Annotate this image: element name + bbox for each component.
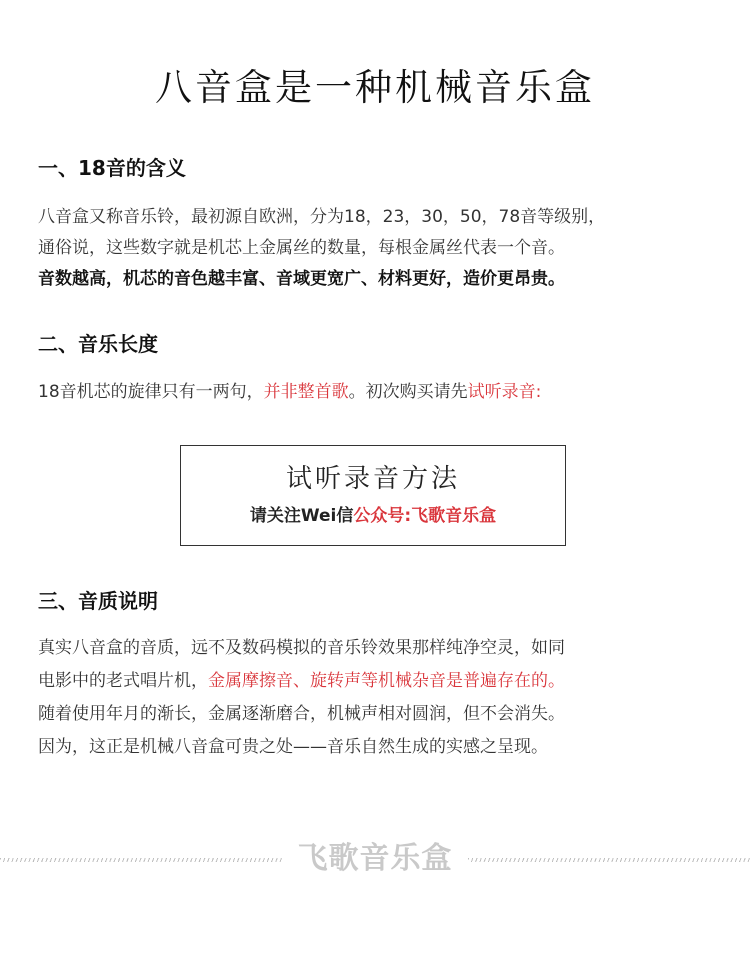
section-heading-18-tones: 一、18音的含义 [38, 156, 186, 180]
section-heading-music-length: 二、音乐长度 [38, 332, 158, 356]
body-line [38, 665, 728, 698]
footer-brand-logo: 飞歌音乐盒 [297, 841, 453, 876]
body-line: 因为，这正是机械八音盒可贵之处——音乐自然生成的实感之呈现。 [38, 737, 548, 757]
highlight-text: : [535, 382, 542, 402]
section-sound-quality-body [38, 632, 728, 764]
body-text: 18音机芯的旋律只有一两句， [38, 382, 264, 402]
method-box-follow-text: 请关注Wei信 [249, 506, 354, 526]
body-text: 。初次购买请先 [348, 382, 468, 402]
method-box-subtitle [181, 502, 565, 530]
page-title: 八音盒是一种机械音乐盒 [155, 66, 595, 109]
body-line: 八音盒又称音乐铃，最初源自欧洲，分为18，23，30，50，78音等级别， [38, 207, 606, 227]
footer-divider-right [468, 858, 750, 862]
body-line-emphasis: 音数越高，机芯的音色越丰富、音域更宽广、材料更好，造价更昂贵。 [38, 269, 565, 289]
method-box-account-name: 公众号:飞歌音乐盒 [353, 506, 497, 526]
highlight-text: 金属摩擦音、旋转声等机械杂音是普遍存在的。 [208, 671, 565, 691]
section-heading-sound-quality: 三、音质说明 [38, 589, 158, 613]
highlight-text: 试听录音 [467, 382, 536, 402]
listening-method-box [180, 445, 566, 546]
section-music-length-body [38, 377, 728, 408]
highlight-text: 并非整首歌 [263, 382, 349, 402]
footer-divider-left [0, 858, 282, 862]
body-line: 真实八音盒的音质，远不及数码模拟的音乐铃效果那样纯净空灵，如同 [38, 638, 565, 658]
method-box-title: 试听录音方法 [285, 464, 460, 494]
section-18-tones-body [38, 202, 728, 295]
body-line: 随着使用年月的渐长，金属逐渐磨合，机械声相对圆润，但不会消失。 [38, 704, 565, 724]
body-text: 电影中的老式唱片机， [38, 671, 208, 691]
body-line: 通俗说，这些数字就是机芯上金属丝的数量，每根金属丝代表一个音。 [38, 238, 565, 258]
